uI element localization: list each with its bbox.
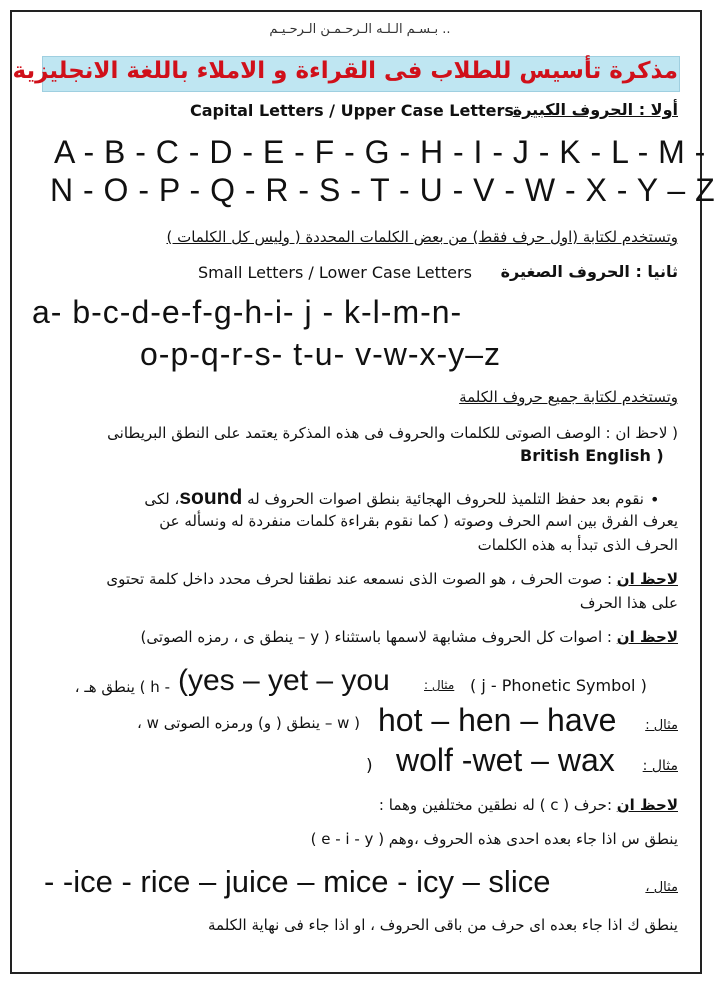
example-w2-mithal: مثال : bbox=[642, 758, 678, 774]
note1-text: ( لاحظ ان : الوصف الصوتى للكلمات والحروف فى هذه المذكرة يعتمد على النطق البريطانى bbox=[107, 424, 678, 442]
note1-english: British English ) bbox=[520, 446, 664, 465]
bullet-line1: نقوم بعد حفظ التلميذ للحروف الهجائية بنطق اصوات الحروف له sound، لكى bbox=[144, 486, 644, 509]
small-heading-ar: ثانيا : الحروف الصغيرة bbox=[500, 262, 678, 281]
phonetic-symbol: ( j - Phonetic Symbol ) bbox=[470, 676, 647, 695]
example-y-tail: - h ) ينطق هـ ، bbox=[74, 678, 170, 696]
bullet-line2: يعرف الفرق بين اسم الحرف وصوته ( كما نقوم بقراءة كلمات منفردة له ونسأله عن bbox=[159, 512, 678, 530]
bullet-dot: • bbox=[650, 490, 660, 509]
example-c-words: - -ice - rice – juice – mice - icy – slice bbox=[44, 864, 551, 899]
note2-line2: على هذا الحرف bbox=[579, 594, 678, 612]
rule-k-text: ينطق ك اذا جاء بعده اى حرف من باقى الحروف ، او اذا جاء فى نهاية الكلمة bbox=[207, 916, 678, 934]
example-w-tail: ( w – ينطق ( و) ورمزه الصوتى w ، bbox=[137, 714, 360, 732]
example-w2-tail: ) bbox=[366, 756, 373, 776]
rule-s-text: ينطق س اذا جاء بعده احدى هذه الحروف ،وهم ( e - i - y ) bbox=[310, 830, 678, 848]
note4-text: لاحظ ان :حرف ( c ) له نطقين مختلفين وهما : bbox=[378, 796, 678, 814]
small-usage: وتستخدم لكتابة جميع حروف الكلمة bbox=[459, 388, 678, 406]
note2-line1: لاحظ ان : صوت الحرف ، هو الصوت الذى نسمعه عند نطقنا لحرف محدد داخل كلمة تحتوى bbox=[106, 570, 678, 588]
page-title: مذكرة تأسيس للطلاب فى القراءة و الاملاء باللغة الانجليزية bbox=[12, 58, 678, 84]
example-w-mithal: مثال : bbox=[645, 718, 678, 733]
example-w2-words: wolf -wet – wax bbox=[396, 742, 615, 778]
small-letters-line1: a- b-c-d-e-f-g-h-i- j - k-l-m-n- bbox=[32, 294, 463, 330]
bullet-line3: الحرف الذى تبدأ به هذه الكلمات bbox=[477, 536, 678, 554]
example-c-mithal: مثال ، bbox=[645, 880, 678, 895]
capital-heading-en: Capital Letters / Upper Case Letters bbox=[190, 101, 514, 120]
note3-text: لاحظ ان : اصوات كل الحروف مشابهة لاسمها باستثناء ( y – ينطق ى ، رمزه الصوتى) bbox=[140, 628, 678, 646]
basmala: .. بـسـم الـلـه الـرحـمـن الـرحـيـم bbox=[269, 22, 451, 37]
capital-letters-line2: N - O - P - Q - R - S - T - U - V - W - X - Y – Z bbox=[50, 172, 716, 208]
example-y-words: (yes – yet – you bbox=[178, 664, 390, 697]
small-letters-line2: o-p-q-r-s- t-u- v-w-x-y–z bbox=[140, 336, 501, 372]
capital-heading-ar: أولا : الحروف الكبيرة bbox=[512, 100, 678, 119]
example-w-words: hot – hen – have bbox=[378, 702, 617, 738]
capital-letters-line1: A - B - C - D - E - F - G - H - I - J - K - L - M - bbox=[54, 134, 706, 170]
capital-usage: وتستخدم لكتابة (اول حرف فقط) من بعض الكلمات المحددة ( وليس كل الكلمات ) bbox=[166, 228, 678, 246]
small-heading-en: Small Letters / Lower Case Letters bbox=[198, 263, 472, 282]
example-y-mithal: مثال : bbox=[424, 678, 455, 692]
